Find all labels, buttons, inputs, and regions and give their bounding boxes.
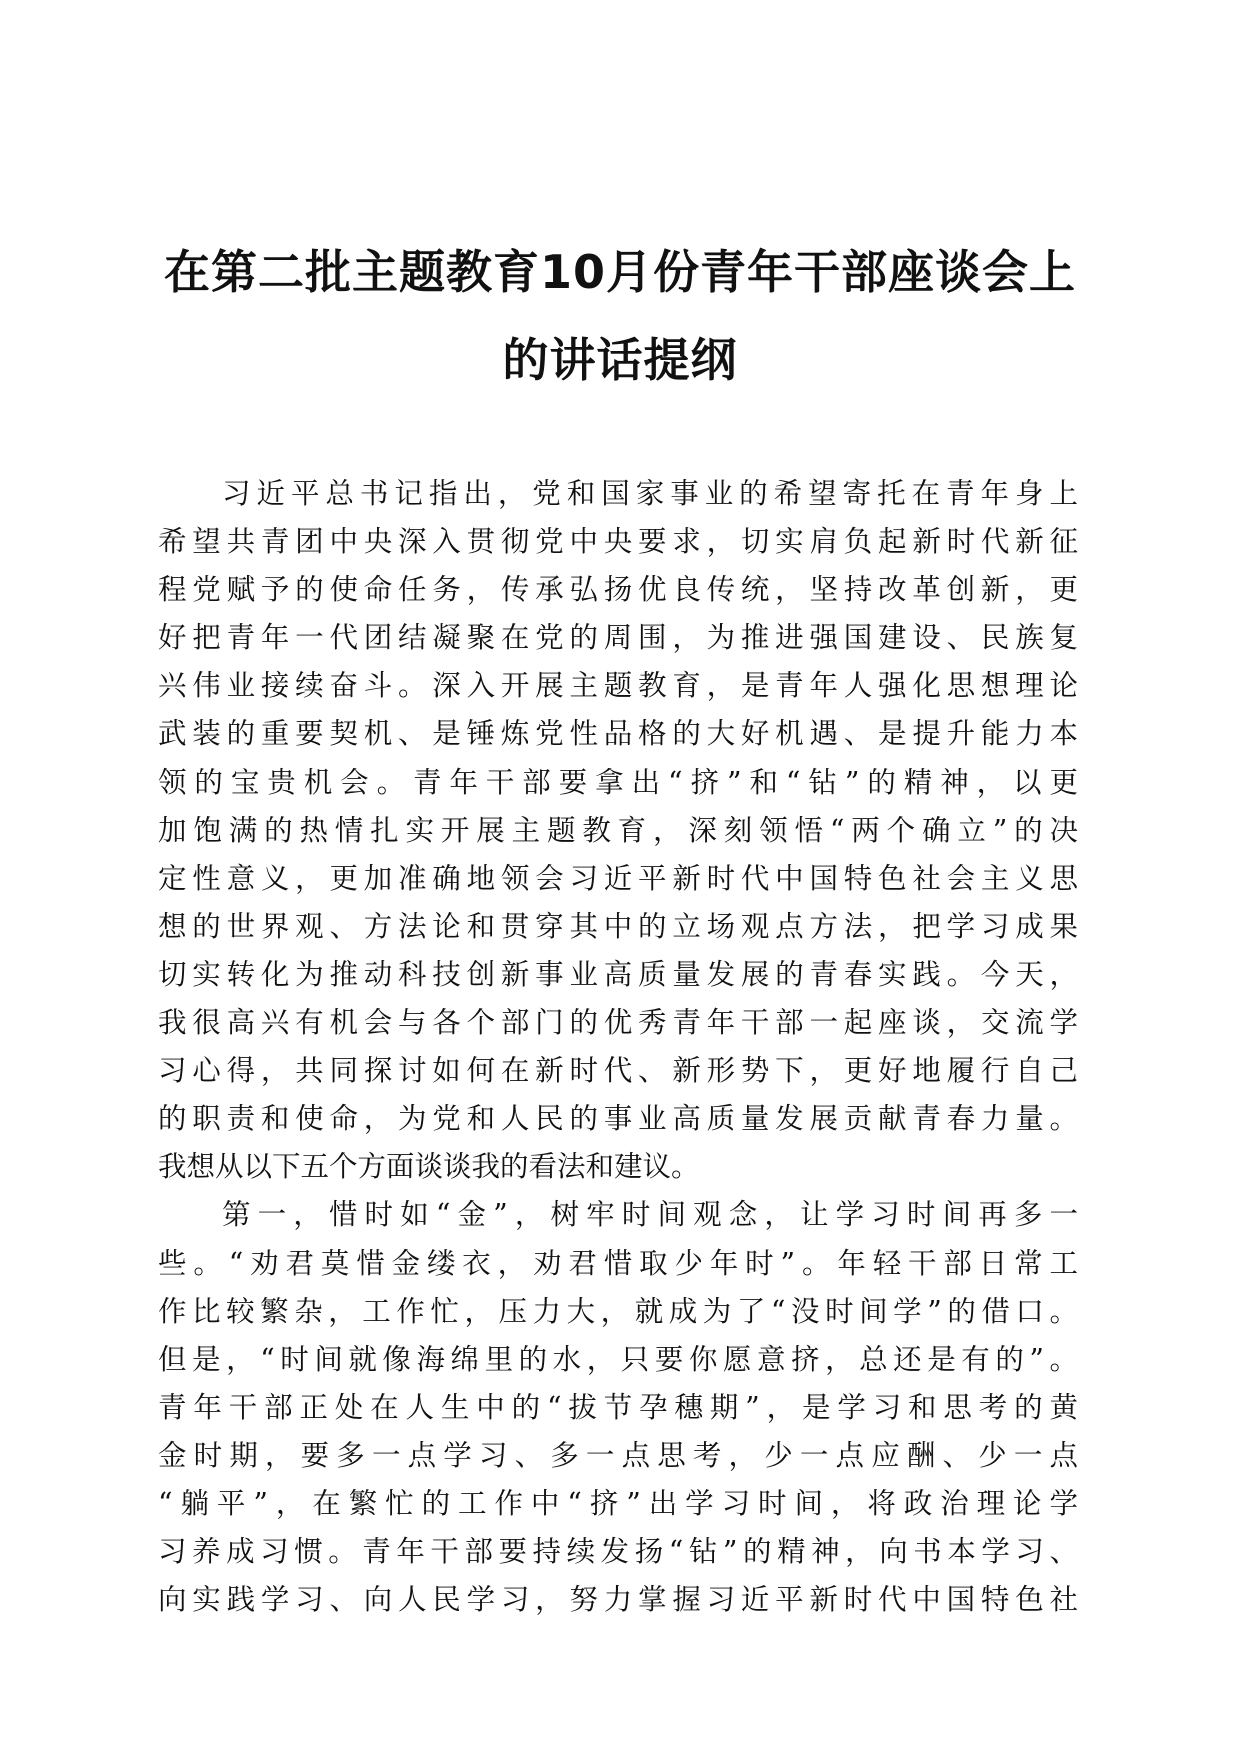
text-line: 武装的重要契机、是锤炼党性品格的大好机遇、是提升能力本 [158,717,1078,751]
text-line: 但是，“时间就像海绵里的水，只要你愿意挤，总还是有的”。 [158,1342,1078,1376]
text-line: 些。“劝君莫惜金缕衣，劝君惜取少年时”。年轻干部日常工 [158,1246,1078,1280]
title-line: 的讲话提纲 [502,333,738,387]
text-line: 好把青年一代团结凝聚在党的周围，为推进强国建设、民族复 [158,621,1078,655]
text-line: 定性意义，更加准确地领会习近平新时代中国特色社会主义思 [158,861,1078,895]
text-line: 希望共青团中央深入贯彻党中央要求，切实肩负起新时代新征 [158,525,1078,559]
text-line: 加饱满的热情扎实开展主题教育，深刻领悟“两个确立”的决 [158,813,1078,847]
text-line: 的职责和使命，为党和人民的事业高质量发展贡献青春力量。 [158,1102,1078,1136]
text-line: 青年干部正处在人生中的“拔节孕穗期”，是学习和思考的黄 [158,1390,1078,1424]
title-line: 在第二批主题教育10月份青年干部座谈会上 [163,245,1076,299]
text-line: 习心得，共同探讨如何在新时代、新形势下，更好地履行自己 [158,1054,1078,1088]
text-line: 习近平总书记指出，党和国家事业的希望寄托在青年身上 [222,477,1078,510]
text-line: 我想从以下五个方面谈谈我的看法和建议。 [158,1150,700,1184]
document-body [158,470,1078,1624]
text-line: 领的宝贵机会。青年干部要拿出“挤”和“钻”的精神，以更 [158,765,1078,799]
text-line: 向实践学习、向人民学习，努力掌握习近平新时代中国特色社 [158,1583,1078,1617]
paragraph-intro [158,470,1078,1191]
text-line: 想的世界观、方法论和贯穿其中的立场观点方法，把学习成果 [158,909,1078,943]
text-line: 切实转化为推动科技创新事业高质量发展的青春实践。今天， [158,957,1078,991]
text-line: 习养成习惯。青年干部要持续发扬“钻”的精神，向书本学习、 [158,1535,1078,1569]
text-line: 作比较繁杂，工作忙，压力大，就成为了“没时间学”的借口。 [158,1294,1078,1328]
text-line: “躺平”，在繁忙的工作中“挤”出学习时间，将政治理论学 [158,1486,1078,1520]
paragraph-point-one [158,1191,1078,1624]
text-line: 金时期，要多一点学习、多一点思考，少一点应酬、少一点 [158,1438,1078,1472]
text-line: 兴伟业接续奋斗。深入开展主题教育，是青年人强化思想理论 [158,669,1078,703]
text-line: 第一，惜时如“金”，树牢时间观念，让学习时间再多一 [222,1198,1078,1232]
text-line: 我很高兴有机会与各个部门的优秀青年干部一起座谈，交流学 [158,1006,1078,1040]
document-title [150,228,1090,404]
text-line: 程党赋予的使命任务，传承弘扬优良传统，坚持改革创新，更 [158,573,1078,607]
